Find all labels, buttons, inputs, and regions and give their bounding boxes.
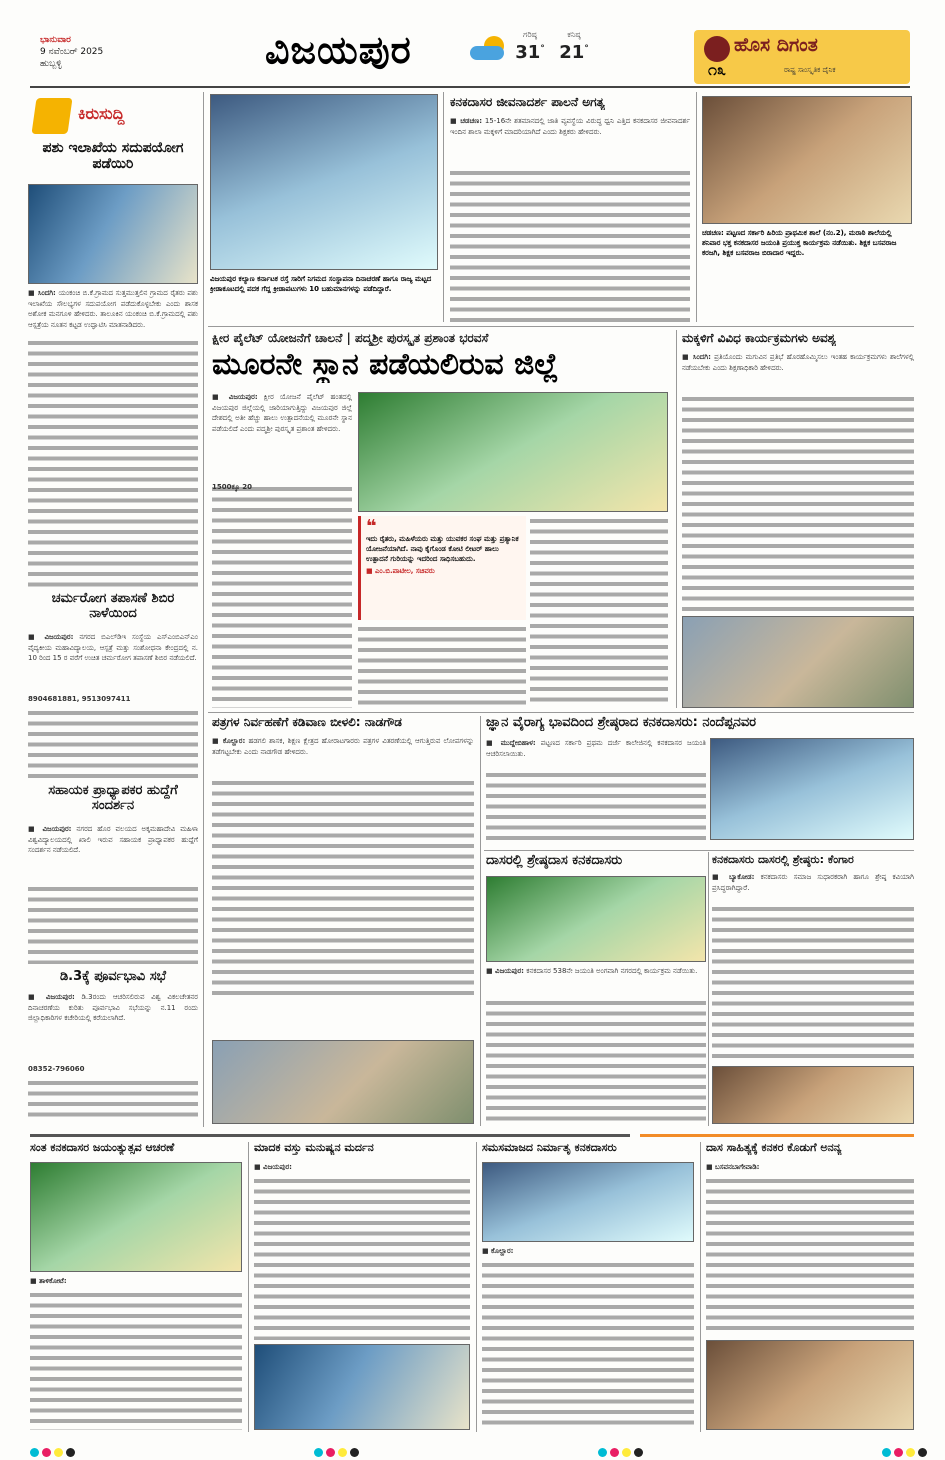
story-lead: ■ ವಿಜಯಪುರ: bbox=[254, 1163, 292, 1171]
story-body: ■ ವಿಜಯಪುರ: ಕನಕದಾಸರ 538ನೇ ಜಯಂತಿ ಅಂಗವಾಗಿ ನಗರದಲ್ಲಿ ಕಾರ್ಯಕ್ರಮ ನಡೆಯಿತು. bbox=[486, 967, 698, 975]
brand-block bbox=[694, 30, 910, 84]
page-number: ೧೩ bbox=[708, 60, 726, 79]
story-body: ■ ಸಿಂದಗಿ: ಪ್ರತಿಯೊಂದು ಮಗುವಿನ ಪ್ರತಿಭೆ ಹೊರಹೊಮ್ಮಿಸಲು ಇಂತಹ ಕಾರ್ಯಕ್ರಮಗಳು ಶಾಲೆಗಳಲ್ಲಿ ನಡೆಯಬೇಕು ಎಂದು ಶಿಕ್ಷಣಾಧಿಕಾರಿ ಹೇಳಿದರು. bbox=[682, 353, 914, 372]
date-block bbox=[40, 34, 190, 70]
photo-caption: ವಿಜಯಪುರ ಕಲ್ಯಾಣ ಕರ್ನಾಟಕ ರಸ್ತೆ ಸಾರಿಗೆ ನಿಗಮದ ಸಂಸ್ಥಾಪನಾ ದಿನಾಚರಣೆ ಹಾಗೂ ರಾಜ್ಯ ಮಟ್ಟದ ಕ್ರೀಡಾಕೂಟದಲ್ಲಿ ಪದಕ ಗೆದ್ದ ಕ್ರೀಡಾಪಟುಗಳು 10 ಬಹುಮಾನಗಳನ್ನು ಪಡೆದಿದ್ದಾರೆ. bbox=[210, 275, 432, 293]
brand-name: ಹೊಸ ದಿಗಂತ bbox=[734, 34, 818, 56]
color-dots bbox=[598, 1442, 646, 1454]
column-rule bbox=[476, 1142, 477, 1432]
story-head: ದಾಸರಲ್ಲಿ ಶ್ರೇಷ್ಠದಾಸ ಕನಕದಾಸರು bbox=[486, 854, 623, 868]
story-photo bbox=[28, 184, 198, 284]
story-photo bbox=[682, 616, 914, 708]
story-head: ಪತ್ರಗಳ ನಿರ್ವಹಣೆಗೆ ಕಡಿವಾಣ ಬೀಳಲಿ: ನಾಡಗೌಡ bbox=[212, 716, 402, 729]
masthead bbox=[0, 0, 945, 88]
story-body: ■ ಮುದ್ದೇಬಿಹಾಳ: ಪಟ್ಟಣದ ಸರ್ಕಾರಿ ಪ್ರಥಮ ದರ್ಜೆ ಕಾಲೇಜಿನಲ್ಲಿ ಕನಕದಾಸರ ಜಯಂತಿ ಆಚರಿಸಲಾಯಿತು. bbox=[486, 739, 706, 758]
story-head: ಸಹಾಯಕ ಪ್ರಾಧ್ಯಾಪಕರ ಹುದ್ದೆಗೆ ಸಂದರ್ಶನ bbox=[48, 784, 178, 813]
city-label: ಹುಬ್ಬಳ್ಳಿ bbox=[40, 59, 62, 69]
brand-tagline: ರಾಷ್ಟ್ರ ಸಾಂಸ್ಕೃತಿಕ ದೈನಿಕ bbox=[784, 66, 836, 74]
story-lead: ■ ಕೊಲ್ಹಾರ: bbox=[482, 1247, 514, 1255]
kirusuddi-column bbox=[28, 92, 198, 1127]
day-label: ಭಾನುವಾರ bbox=[40, 35, 71, 45]
quote-author: ■ ಎಂ.ಬಿ.ಪಾಟೀಲ, ಸಚಿವರು bbox=[366, 567, 435, 575]
story-body: ■ ಕೊಲ್ಹಾರ: ಹಡಗಲಿ ಶಾಸಕ, ಶಿಕ್ಷಣ ಕ್ಷೇತ್ರದ ಹೋರಾಟಗಾರರು ಪತ್ರಗಳ ವಿತರಣೆಯಲ್ಲಿ ಆಗುತ್ತಿರುವ ಲೋಪಗಳನ್ನು ತಡೆಗಟ್ಟಬೇಕು ಎಂದು ನಾಡಗೌಡ ಹೇಳಿದರು. bbox=[212, 737, 474, 756]
story-body-filler bbox=[482, 1260, 694, 1430]
story-photo bbox=[710, 738, 914, 840]
story-body-filler bbox=[212, 484, 352, 708]
registration-marks bbox=[30, 1442, 930, 1454]
story-head: ಕನಕದಾಸರು ದಾಸರಲ್ಲಿ ಶ್ರೇಷ್ಠರು: ಕೆಂಗಾರ bbox=[712, 854, 854, 866]
story-photo bbox=[702, 96, 912, 224]
temp-min-value: 21 bbox=[559, 42, 585, 63]
temp-max: ಗರಿಷ್ಠ 31° bbox=[515, 30, 545, 63]
story-body-filler bbox=[710, 844, 914, 846]
story-lead: ■ ತಾಳಿಕೋಟೆ: bbox=[30, 1277, 67, 1285]
story-body: ■ ಚಡಚಣ: 15-16ನೇ ಶತಮಾನದಲ್ಲಿ ಜಾತಿ ವ್ಯವಸ್ಥೆಯ ವಿರುದ್ಧ ಧ್ವನಿ ಎತ್ತಿದ ಕನಕದಾಸರ ಜೀವನಾದರ್ಶ ಇಂದಿನ ಶಾಲಾ ಮಕ್ಕಳಿಗೆ ಮಾದರಿಯಾಗಿದೆ ಎಂದು ಶಿಕ್ಷಕರು ಹೇಳಿದರು. bbox=[450, 117, 690, 136]
lead-photo bbox=[358, 392, 668, 512]
quote-icon: ❝ bbox=[366, 516, 377, 537]
story-photo bbox=[482, 1162, 694, 1242]
story-head: ಸಂತ ಕನಕದಾಸರ ಜಯಂತ್ಯುತ್ಸವ ಆಚರಣೆ bbox=[30, 1142, 175, 1154]
story-head: ಜ್ಞಾನ ವೈರಾಗ್ಯ ಭಾವದಿಂದ ಶ್ರೇಷ್ಠರಾದ ಕನಕದಾಸರು: ನಂದೆಪ್ಪನವರ bbox=[486, 716, 757, 730]
story-body-filler bbox=[28, 708, 198, 778]
lead-stat: 1500ಕ್ಕೂ 20 bbox=[212, 483, 252, 491]
story-body: ■ ವಿಜಯಪುರ: ನಗರದ ಹೊರ ವಲಯದ ಅಕ್ಕಮಹಾದೇವಿ ಮಹಿಳಾ ವಿಶ್ವವಿದ್ಯಾಲಯದಲ್ಲಿ ಖಾಲಿ ಇರುವ ಸಹಾಯಕ ಪ್ರಾಧ್ಯಾಪಕರ ಹುದ್ದೆಗೆ ಸಂದರ್ಶನ ನಡೆಯಲಿದೆ. bbox=[28, 825, 198, 854]
section-title: ವಿಜಯಪುರ bbox=[265, 28, 412, 72]
row-rule bbox=[208, 712, 914, 713]
row-rule bbox=[208, 326, 914, 327]
weather-icon bbox=[470, 36, 508, 62]
column-rule bbox=[443, 92, 444, 322]
lead-kicker: ಕ್ಷೀರ ಪೈಲೆಟ್ ಯೋಜನೆಗೆ ಚಾಲನೆ | ಪದ್ಮಶ್ರೀ ಪುರಸ್ಕೃತ ಪ್ರಶಾಂತ ಭರವಸೆ bbox=[212, 332, 489, 345]
quote-text: ಇದು ರೈತರು, ಮಹಿಳೆಯರು ಮತ್ತು ಯುವಕರ ಸಂಘ ಮತ್ತು ಪ್ರತ್ಯಾನಿಕ ಯೋಜನೆಯಾಗಿದೆ. ನಾವು ಕೈಗೊಂಡ ಕೋಟಿ ಲೀಟರ್ ಹಾಲು ಉತ್ಪಾದನೆ ಗುರಿಯನ್ನು ಇದರಿಂದ ಸಾಧಿಸಬಹುದು. bbox=[366, 535, 519, 563]
story-body-filler bbox=[28, 338, 198, 588]
story-head: ಮಾದಕ ವಸ್ತು ಮನುಷ್ಯನ ಮರ್ದನ bbox=[254, 1142, 374, 1154]
story-body: ■ ವಿಜಯಪುರ: ಡಿ.3ರಂದು ಆಚರಿಸಲಿರುವ ವಿಶ್ವ ವಿಕಲಚೇತನರ ದಿನಾಚರಣೆಯ ಕುರಿತು ಪೂರ್ವಭಾವಿ ಸಭೆಯನ್ನು ನ.11 ರಂದು ಜಿಲ್ಲಾಧಿಕಾರಿಗಳ ಕಚೇರಿಯಲ್ಲಿ ಕರೆಯಲಾಗಿದೆ. bbox=[28, 993, 198, 1022]
story-body-filler bbox=[450, 168, 690, 324]
color-dots bbox=[314, 1442, 362, 1454]
story-lead: ■ ಬಸವನಬಾಗೇವಾಡಿ: bbox=[706, 1163, 760, 1171]
story-head: ಮಕ್ಕಳಿಗೆ ವಿವಿಧ ಕಾರ್ಯಕ್ರಮಗಳು ಅವಶ್ಯ bbox=[682, 332, 836, 345]
section-bar bbox=[640, 1134, 914, 1137]
lead-headline: ಮೂರನೇ ಸ್ಥಾನ ಪಡೆಯಲಿರುವ ಜಿಲ್ಲೆ bbox=[212, 348, 559, 382]
column-rule bbox=[248, 1142, 249, 1432]
story-head: ಪಶು ಇಲಾಖೆಯ ಸದುಪಯೋಗ ಪಡೆಯಿರಿ bbox=[42, 140, 184, 173]
phone-number: 8904681881, 9513097411 bbox=[28, 695, 131, 703]
story-head: ಡಿ.3ಕ್ಕೆ ಪೂರ್ವಭಾವಿ ಸಭೆ bbox=[59, 970, 167, 984]
color-dots bbox=[30, 1442, 78, 1454]
story-body: ■ ಸಿಂದಗಿ: ಯಂಕಂಚಿ ಬಿ.ಕೆ.ಗ್ರಾಮದ ಸುತ್ತಮುತ್ತಲಿನ ಗ್ರಾಮದ ರೈತರು ಪಶು ಇಲಾಖೆಯ ಸೌಲಭ್ಯಗಳ ಸದುಪಯೋಗ ಪಡೆದುಕೊಳ್ಳಬೇಕು ಎಂದು ಶಾಸಕ ಅಶೋಕ ಮನಗೂಳಿ ಹೇಳಿದರು. ತಾಲೂಕಿನ ಯಂಕಂಚಿ ಬಿ.ಕೆ.ಗ್ರಾಮದಲ್ಲಿ ಪಶು ಆಸ್ಪತ್ರೆಯ ನೂತನ ಕಟ್ಟಡ ಉದ್ಘಾಟಿಸಿ ಮಾತನಾಡಿದರು. bbox=[28, 289, 198, 329]
story-photo bbox=[712, 1066, 914, 1124]
story-photo bbox=[212, 1040, 474, 1124]
story-photo bbox=[706, 1340, 914, 1430]
hand-icon bbox=[31, 98, 72, 134]
story-body-filler bbox=[712, 904, 914, 1064]
story-body-filler bbox=[682, 394, 914, 614]
story-body-filler bbox=[28, 884, 198, 964]
column-rule bbox=[203, 92, 204, 1127]
column-rule bbox=[480, 716, 481, 1126]
column-rule bbox=[676, 330, 677, 708]
story-body-filler bbox=[706, 1176, 914, 1334]
story-head: ದಾಸ ಸಾಹಿತ್ಯಕ್ಕೆ ಕನಕರ ಕೊಡುಗೆ ಅನನ್ಯ bbox=[706, 1142, 842, 1154]
phone-number: 08352-796060 bbox=[28, 1065, 85, 1073]
story-body-filler bbox=[530, 516, 668, 708]
story-head: ಚರ್ಮರೋಗ ತಪಾಸಣೆ ಶಿಬಿರ ನಾಳೆಯಿಂದ bbox=[51, 592, 175, 621]
story-body-filler bbox=[486, 998, 706, 1124]
story-body-filler bbox=[486, 770, 706, 846]
column-rule bbox=[708, 852, 709, 1126]
story-body-filler bbox=[30, 1290, 242, 1430]
story-photo bbox=[486, 876, 706, 962]
story-body-filler bbox=[358, 624, 526, 708]
temp-max-value: 31 bbox=[515, 42, 541, 63]
row-rule bbox=[484, 850, 914, 851]
kirusuddi-label: ಕಿರುಸುದ್ದಿ bbox=[78, 104, 125, 123]
column-rule bbox=[696, 92, 697, 322]
story-body: ■ ವಿಜಯಪುರ: ನಗರದ ಬಿಎಲ್‌ಡಿಇ ಸಂಸ್ಥೆಯ ಎಸ್‌ಎಂಬಿಎನ್‌ಎಂ ವೈದ್ಯಕೀಯ ಮಹಾವಿದ್ಯಾಲಯ, ಆಸ್ಪತ್ರೆ ಮತ್ತು ಸಂಶೋಧನಾ ಕೇಂದ್ರದಲ್ಲಿ ನ. 10 ರಿಂದ 15 ರ ವರೆಗೆ ಉಚಿತ ಚರ್ಮರೋಗ ತಪಾಸಣೆ ಶಿಬಿರ ನಡೆಯಲಿದೆ. bbox=[28, 633, 198, 662]
color-dots bbox=[882, 1442, 930, 1454]
lead-body: ■ ವಿಜಯಪುರ: ಕ್ಷೀರ ಯೋಜನೆ ಪೈಲೆಟ್ ಹಂತದಲ್ಲಿ ವಿಜಯಪುರ ಜಿಲ್ಲೆಯಲ್ಲಿ ಜಾರಿಯಾಗುತ್ತಿದ್ದು ವಿಜಯಪುರ ಜಿಲ್ಲೆ ದೇಶದಲ್ಲಿ ಅತೀ ಹೆಚ್ಚು ಹಾಲು ಉತ್ಪಾದನೆಯಲ್ಲಿ ಮೂರನೇ ಸ್ಥಾನ ಪಡೆಯಲಿದೆ ಎಂದು ಪದ್ಮಶ್ರೀ ಪುರಸ್ಕೃತ ಪ್ರಶಾಂತ ಹೇಳಿದರು. bbox=[212, 393, 352, 433]
story-body: ■ ಬ್ಯಾಕೋಡ: ಕನಕದಾಸರು ಸಮಾಜ ಸುಧಾರಕರಾಗಿ ಹಾಗೂ ಶ್ರೇಷ್ಠ ಕವಿಯಾಗಿ ಪ್ರಸಿದ್ಧರಾಗಿದ್ದಾರೆ. bbox=[712, 873, 914, 892]
story-photo bbox=[254, 1344, 470, 1430]
story-body-filler bbox=[28, 1078, 198, 1122]
pull-quote bbox=[358, 516, 526, 620]
story-photo bbox=[210, 94, 438, 270]
temp-min: ಕನಿಷ್ಠ 21° bbox=[559, 30, 589, 63]
story-body-filler bbox=[254, 1176, 470, 1340]
masthead-rule bbox=[30, 86, 910, 88]
story-head: ಸಮಸಮಾಜದ ನಿರ್ಮಾತೃ ಕನಕದಾಸರು bbox=[482, 1142, 617, 1154]
kirusuddi-badge bbox=[28, 96, 198, 136]
story-photo bbox=[30, 1162, 242, 1272]
date-label: 9 ನವೆಂಬರ್ 2025 bbox=[40, 47, 104, 57]
column-rule bbox=[700, 1142, 701, 1432]
story-body-filler bbox=[212, 778, 474, 998]
brand-logo-icon bbox=[704, 36, 730, 62]
section-bar bbox=[30, 1134, 630, 1137]
story-head: ಕನಕದಾಸರ ಜೀವನಾದರ್ಶ ಪಾಲನೆ ಅಗತ್ಯ bbox=[450, 96, 605, 109]
photo-caption: ಚಡಚಣ: ಪಟ್ಟಣದ ಸರ್ಕಾರಿ ಹಿರಿಯ ಪ್ರಾಥಮಿಕ ಶಾಲೆ (ನಂ.2), ಮರಾಠಿ ಶಾಲೆಯಲ್ಲಿ ಶನಿವಾರ ಭಕ್ತ ಕನಕದಾಸರ ಜಯಂತಿ ಪ್ರಯುಕ್ತ ಕಾರ್ಯಕ್ರಮ ನಡೆಯಿತು. ಶಿಕ್ಷಕ ಬಸವರಾಜ ಕರಜಗಿ, ಶಿಕ್ಷಕ ಬಸವರಾಜ ಬಿರಾದಾರ ಇದ್ದರು. bbox=[702, 229, 897, 257]
